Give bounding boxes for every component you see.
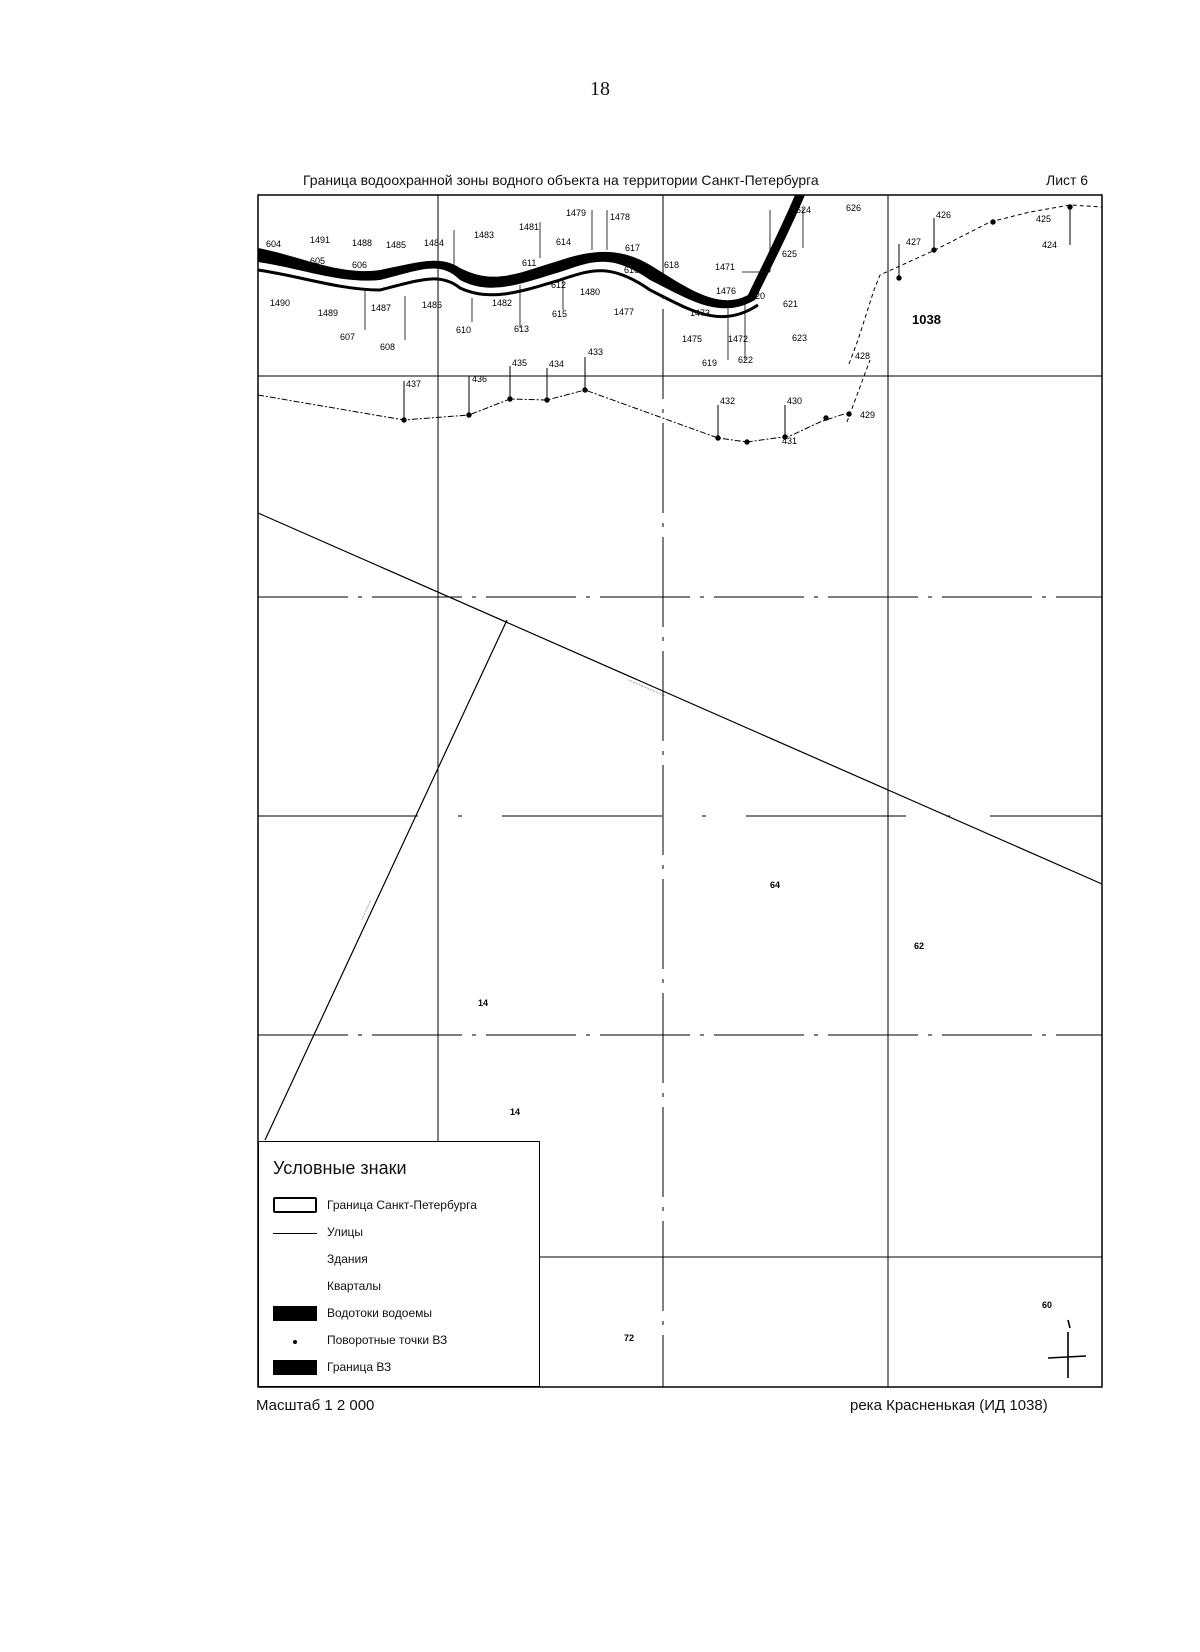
block-number: 60 — [1042, 1300, 1053, 1310]
point-label: 1478 — [610, 212, 631, 222]
vz-boundary-lower — [258, 390, 844, 442]
point-label: 1471 — [715, 262, 736, 272]
legend-label: Улицы — [327, 1225, 364, 1239]
point-label: 1484 — [424, 238, 445, 248]
point-label: 425 — [1036, 214, 1052, 224]
map-title: Граница водоохранной зоны водного объекта на территории Санкт-Петербурга — [303, 172, 819, 188]
point-label: 620 — [750, 291, 766, 301]
block-number: 14 — [510, 1107, 521, 1117]
legend — [258, 1141, 540, 1387]
boundary-point-labels — [406, 347, 875, 446]
point-label: 1476 — [716, 286, 737, 296]
point-label: 623 — [792, 333, 808, 343]
point-label: 1488 — [352, 238, 373, 248]
vz-boundary-fill-symbol-icon — [273, 1360, 317, 1375]
point-label: 436 — [472, 374, 488, 384]
north-arrow-icon — [1048, 1320, 1086, 1378]
point-label: 619 — [702, 358, 718, 368]
block-number: 14 — [478, 998, 489, 1008]
legend-item-blocks — [273, 1276, 533, 1296]
point-label: 622 — [738, 355, 754, 365]
legend-label: Водотоки водоемы — [327, 1306, 433, 1320]
point-label: 615 — [552, 309, 568, 319]
point-label: 609 — [474, 276, 490, 286]
point-label: 613 — [514, 324, 530, 334]
point-label: 428 — [855, 351, 871, 361]
block-number: 64 — [770, 880, 781, 890]
point-label: 424 — [1042, 240, 1058, 250]
vz-boundary-upper-right — [849, 205, 1102, 364]
point-label: 437 — [406, 379, 422, 389]
point-label: 604 — [266, 239, 282, 249]
block-number: 62 — [914, 941, 925, 951]
legend-item-vz-boundary — [273, 1357, 533, 1377]
point-label: 621 — [783, 299, 799, 309]
point-label: 610 — [456, 325, 472, 335]
point-label: 1491 — [310, 235, 331, 245]
legend-label: Здания — [327, 1252, 368, 1266]
point-label: 605 — [310, 256, 326, 266]
point-label: 1490 — [270, 298, 291, 308]
legend-item-streets — [273, 1222, 533, 1242]
legend-item-watercourses — [273, 1303, 533, 1323]
point-label: 427 — [906, 237, 922, 247]
point-label: 1477 — [614, 307, 635, 317]
point-label: 1479 — [566, 208, 587, 218]
point-label: 608 — [380, 342, 396, 352]
point-label: 1489 — [318, 308, 339, 318]
sheet-label: Лист 6 — [1046, 172, 1089, 188]
point-label: 1480 — [580, 287, 601, 297]
point-label: 614 — [556, 237, 572, 247]
point-label: 1481 — [519, 222, 540, 232]
point-label: 626 — [846, 203, 862, 213]
scale-label: Масштаб 1 2 000 — [256, 1397, 375, 1414]
point-label: 1473 — [690, 308, 711, 318]
legend-label: Кварталы — [327, 1279, 381, 1293]
legend-label: Граница ВЗ — [327, 1360, 392, 1374]
point-label: 618 — [664, 260, 680, 270]
point-label: 1475 — [682, 334, 703, 344]
point-label: 433 — [588, 347, 604, 357]
point-label: 430 — [787, 396, 803, 406]
point-label: 432 — [720, 396, 736, 406]
block-numbers — [478, 880, 1052, 1343]
river-label: река Красненькая (ИД 1038) — [850, 1397, 1048, 1414]
point-label: 611 — [522, 258, 537, 268]
point-label: 606 — [352, 260, 368, 270]
point-label: 431 — [782, 436, 798, 446]
street-label: ........................ — [627, 676, 667, 698]
street-label: ............. — [358, 898, 373, 921]
point-label: 434 — [549, 359, 565, 369]
turning-points — [402, 205, 1072, 444]
legend-item-city-boundary — [273, 1195, 533, 1215]
point-label: 612 — [551, 280, 567, 290]
point-label: 617 — [625, 243, 641, 253]
object-id-label: 1038 — [912, 312, 941, 327]
point-label: 607 — [340, 332, 356, 342]
legend-label: Граница Санкт-Петербурга — [327, 1198, 477, 1212]
turning-point-dot-icon — [293, 1340, 297, 1344]
point-label: 1487 — [371, 303, 392, 313]
point-label: 1485 — [386, 240, 407, 250]
page-number: 18 — [590, 78, 610, 100]
block-number: 72 — [624, 1333, 635, 1343]
city-boundary-symbol-icon — [273, 1197, 317, 1213]
point-label: 429 — [860, 410, 876, 420]
point-label: 625 — [782, 249, 798, 259]
point-label: 435 — [512, 358, 528, 368]
point-label: 1486 — [422, 300, 443, 310]
point-label: 616 — [624, 265, 640, 275]
street-line-symbol-icon — [273, 1233, 317, 1234]
watercourse-fill-symbol-icon — [273, 1306, 317, 1321]
streets — [258, 513, 1102, 1140]
legend-item-buildings — [273, 1249, 533, 1269]
point-label: 1472 — [728, 334, 749, 344]
point-label: 1482 — [492, 298, 513, 308]
point-label: 1483 — [474, 230, 495, 240]
legend-title: Условные знаки — [273, 1158, 407, 1178]
point-label: 624 — [796, 205, 812, 215]
legend-item-turning-points — [273, 1330, 533, 1350]
legend-label: Поворотные точки ВЗ — [327, 1333, 448, 1347]
point-label: 426 — [936, 210, 952, 220]
